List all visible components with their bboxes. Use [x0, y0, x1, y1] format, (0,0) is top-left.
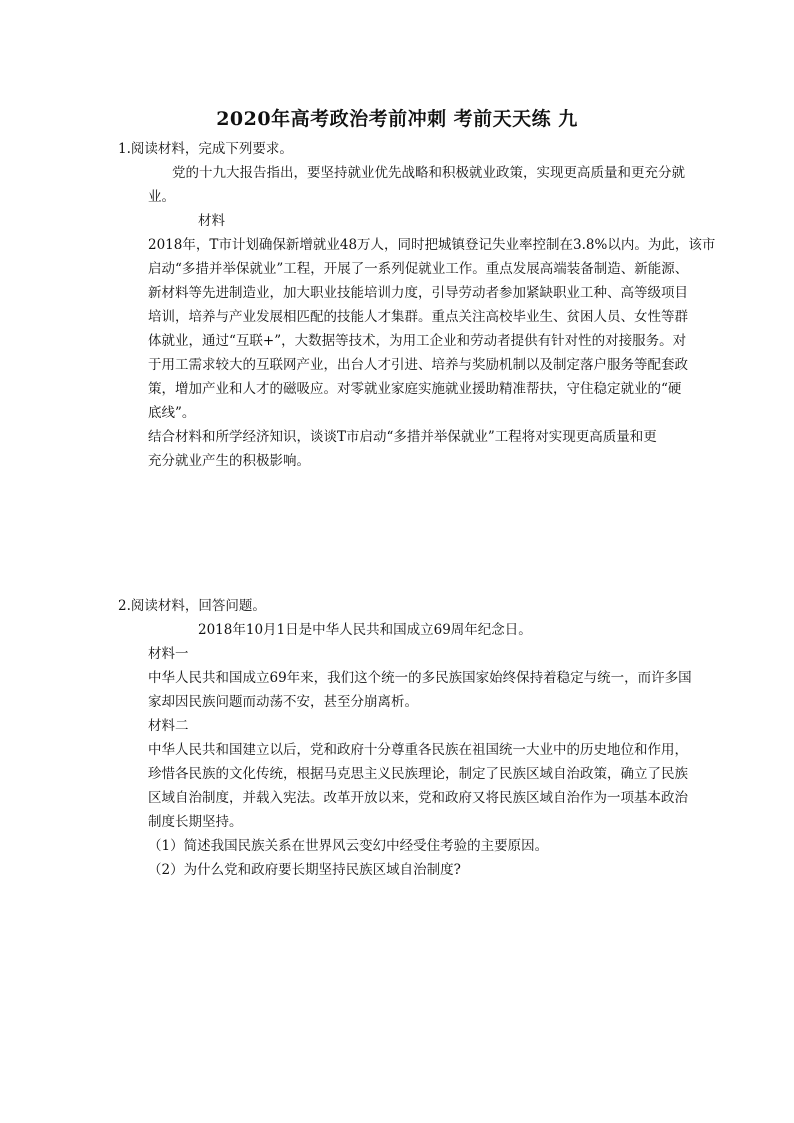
material-line: 策，增加产业和人才的磁吸应。对零就业家庭实施就业援助精准帮扶，守住稳定就业的“硬: [148, 381, 682, 397]
question-1-intro-line: 党的十九大报告指出，要坚持就业优先战略和积极就业政策，实现更高质量和更充分就: [172, 165, 685, 181]
question-1-prompt: 1.阅读材料，完成下列要求。: [118, 141, 293, 157]
question-2-prompt: 2.阅读材料，回答问题。: [118, 598, 266, 614]
question-1: [118, 137, 716, 473]
material-1-line: 家却因民族问题而动荡不安，甚至分崩离析。: [148, 694, 418, 710]
material-label: 材料: [198, 213, 225, 229]
page-title: 2020年高考政治考前冲刺 考前天天练 九: [216, 108, 578, 130]
material-2-label: 材料二: [148, 718, 189, 734]
sub-question-2: （2）为什么党和政府要长期坚持民族区域自治制度?: [148, 862, 461, 878]
material-line: 2018年，T市计划确保新增就业48万人，同时把城镇登记失业率控制在3.8%以内。为此，该市: [148, 237, 716, 253]
question-1-ask-line: 充分就业产生的积极影响。: [148, 453, 310, 469]
material-line: 培训，培养与产业发展相匹配的技能人才集群。重点关注高校毕业生、贫困人员、女性等群: [148, 309, 688, 325]
material-2-line: 珍惜各民族的文化传统，根据马克思主义民族理论，制定了民族区域自治政策，确立了民族: [148, 766, 688, 782]
material-2-line: 制度长期坚持。: [148, 814, 243, 830]
material-line: 体就业，通过“互联+”，大数据等技术，为用工企业和劳动者提供有针对性的对接服务。对: [148, 333, 687, 349]
sub-question-1: （1）简述我国民族关系在世界风云变幻中经受住考验的主要原因。: [148, 838, 549, 854]
material-line: 于用工需求较大的互联网产业，出台人才引进、培养与奖励机制以及制定落户服务等配套政: [148, 357, 688, 373]
material-line: 新材料等先进制造业，加大职业技能培训力度，引导劳动者参加紧缺职业工种、高等级项目: [148, 285, 688, 301]
material-line: 启动“多措并举保就业”工程，开展了一系列促就业工作。重点发展高端装备制造、新能源、: [148, 261, 689, 277]
material-2-line: 中华人民共和国建立以后，党和政府十分尊重各民族在祖国统一大业中的历史地位和作用，: [148, 742, 688, 758]
question-2: [118, 594, 703, 882]
question-1-intro-line: 业。: [148, 189, 175, 205]
material-1-line: 中华人民共和国成立69年来，我们这个统一的多民族国家始终保持着稳定与统一，而许多国: [148, 670, 692, 686]
material-line: 底线”。: [148, 405, 196, 421]
question-2-intro: 2018年10月1日是中华人民共和国成立69周年纪念日。: [198, 622, 532, 638]
question-1-ask-line: 结合材料和所学经济知识，谈谈T市启动“多措并举保就业”工程将对实现更高质量和更: [148, 429, 657, 445]
material-2-line: 区域自治制度，并载入宪法。改革开放以来，党和政府又将民族区域自治作为一项基本政治: [148, 790, 688, 806]
material-1-label: 材料一: [148, 646, 189, 662]
